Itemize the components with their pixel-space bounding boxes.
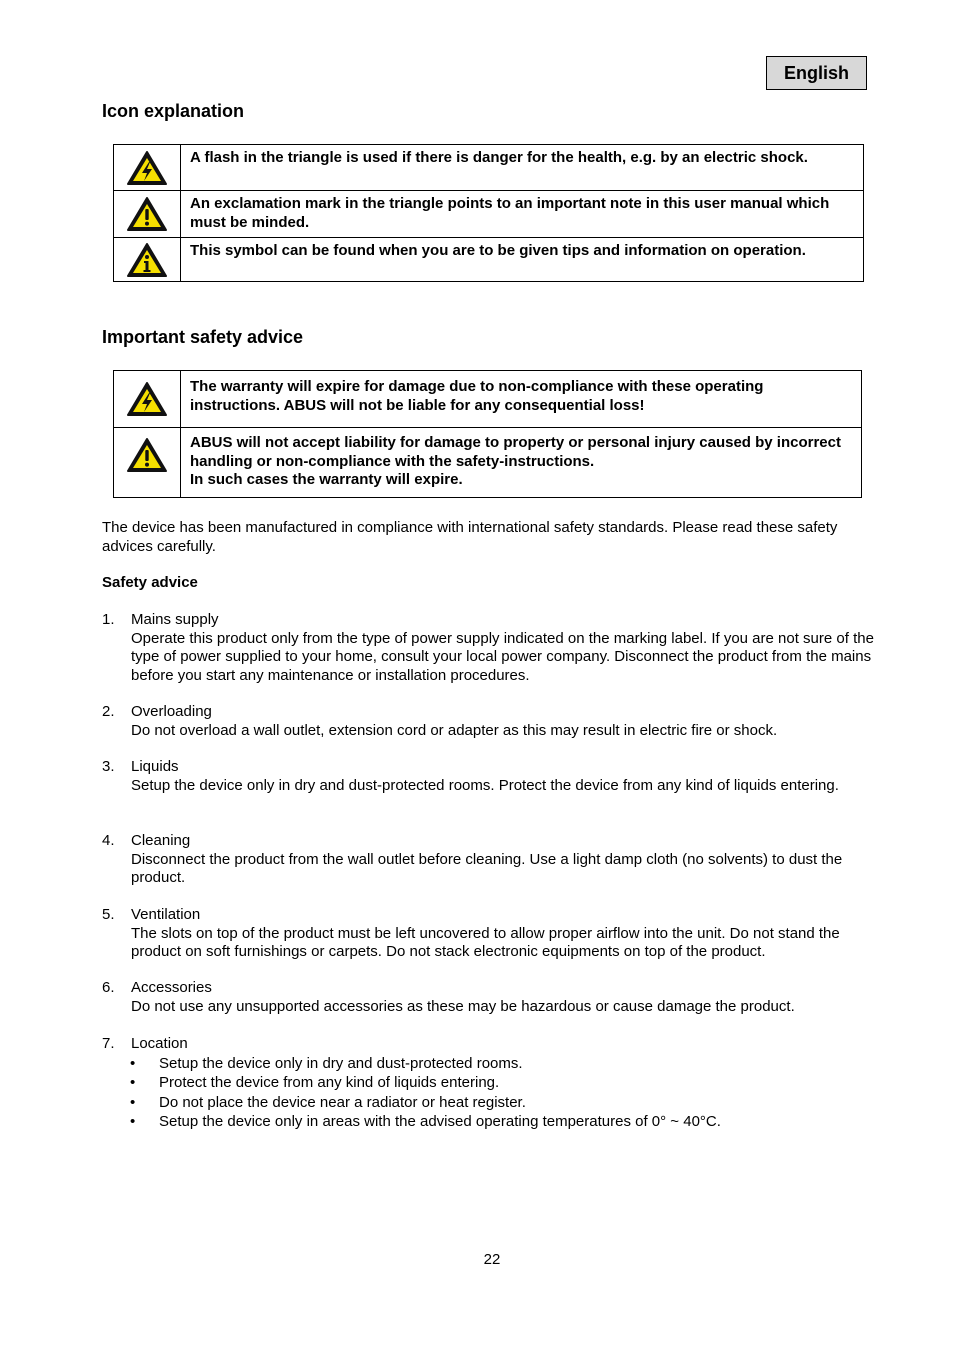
bullet-icon: • — [130, 1054, 136, 1072]
bullet-text: Do not place the device near a radiator or heat register. — [159, 1093, 526, 1111]
list-item — [102, 906, 892, 962]
item-text: Disconnect the product from the wall outlet before cleaning. Use a light damp cloth (no solvents) to dust the product. — [131, 850, 843, 886]
flash-warning-icon — [126, 381, 168, 417]
intro-paragraph: The device has been manufactured in compliance with international safety standards. Please read these safety advices carefully. — [102, 519, 838, 555]
bullet-item — [102, 1073, 892, 1093]
list-item — [102, 703, 892, 740]
bullet-icon: • — [130, 1074, 136, 1092]
bullet-text: Setup the device only in dry and dust-protected rooms. — [159, 1054, 523, 1072]
item-number: 4. — [102, 832, 115, 849]
item-title: Overloading — [131, 703, 212, 720]
bullet-item — [102, 1054, 892, 1074]
item-title: Mains supply — [131, 611, 219, 628]
flash-warning-icon — [126, 150, 168, 186]
list-item — [102, 1035, 892, 1132]
icon-cell — [114, 371, 181, 428]
safety-notice — [181, 371, 862, 428]
exclamation-warning-icon — [126, 196, 168, 232]
list-item — [102, 832, 892, 888]
icon-cell — [114, 238, 181, 282]
safety-advice-title: Safety advice — [102, 574, 198, 591]
icon-description: This symbol can be found when you are to be given tips and information on operation. — [181, 238, 864, 282]
bullet-item — [102, 1093, 892, 1113]
table-row — [114, 191, 864, 238]
info-triangle-icon — [126, 242, 168, 278]
bullet-text: Protect the device from any kind of liquids entering. — [159, 1074, 500, 1092]
icon-explanation-table — [113, 144, 864, 282]
item-title: Accessories — [131, 979, 212, 996]
item-title: Cleaning — [131, 832, 191, 849]
item-text: Operate this product only from the type of power supply indicated on the marking label. If you are not sure of the type of power supplied to your home, consult your local power company. Disconnect the product from the mains before you start any maintenance or installation procedures. — [131, 629, 874, 684]
item-number: 5. — [102, 906, 115, 923]
icon-explanation-heading: Icon explanation — [102, 101, 245, 121]
item-text: The slots on top of the product must be left uncovered to allow proper airflow into the unit. Do not stand the product on soft furnishings or carpets. Do not stack electronic equipments on top of the product. — [131, 924, 840, 960]
item-number: 7. — [102, 1035, 115, 1052]
safety-notice-line: The warranty will expire for damage due to non-compliance with these operating instructions. ABUS will not be liable for any consequential loss! — [190, 378, 764, 414]
table-row — [114, 238, 864, 282]
item-number: 3. — [102, 758, 115, 775]
item-number: 6. — [102, 979, 115, 996]
icon-description: An exclamation mark in the triangle points to an important note in this user manual which must be minded. — [181, 191, 864, 238]
list-item — [102, 979, 892, 1016]
icon-cell — [114, 191, 181, 238]
table-row — [114, 371, 862, 428]
list-item — [102, 758, 892, 795]
safety-notice-line: ABUS will not accept liability for damage to property or personal injury caused by incorrect handling or non-compliance with the safety-instructions. — [190, 434, 841, 470]
page-number: 22 — [483, 1251, 501, 1268]
icon-cell — [114, 428, 181, 498]
item-text: Setup the device only in dry and dust-protected rooms. Protect the device from any kind of liquids entering. — [131, 776, 839, 794]
safety-notice-line: In such cases the warranty will expire. — [190, 471, 463, 488]
safety-heading: Important safety advice — [102, 327, 304, 347]
language-tab: English — [766, 56, 867, 90]
item-text: Do not overload a wall outlet, extension cord or adapter as this may result in electric fire or shock. — [131, 721, 778, 739]
item-text: Do not use any unsupported accessories as these may be hazardous or cause damage the product. — [131, 997, 795, 1015]
list-item — [102, 611, 892, 685]
bullet-text: Setup the device only in areas with the advised operating temperatures of 0° ~ 40°C. — [159, 1113, 721, 1131]
exclamation-warning-icon — [126, 437, 168, 473]
table-row — [114, 428, 862, 498]
item-title: Location — [131, 1035, 188, 1052]
item-title: Ventilation — [131, 906, 201, 923]
item-number: 2. — [102, 703, 115, 720]
safety-notice — [181, 428, 862, 498]
bullet-item — [102, 1112, 892, 1132]
bullet-icon: • — [130, 1113, 136, 1131]
icon-description: A flash in the triangle is used if there is danger for the health, e.g. by an electric shock. — [181, 145, 864, 191]
table-row — [114, 145, 864, 191]
bullet-icon: • — [130, 1093, 136, 1111]
item-number: 1. — [102, 611, 115, 628]
safety-table — [113, 370, 862, 498]
item-title: Liquids — [131, 758, 179, 775]
location-bullets — [102, 1054, 892, 1132]
icon-cell — [114, 145, 181, 191]
